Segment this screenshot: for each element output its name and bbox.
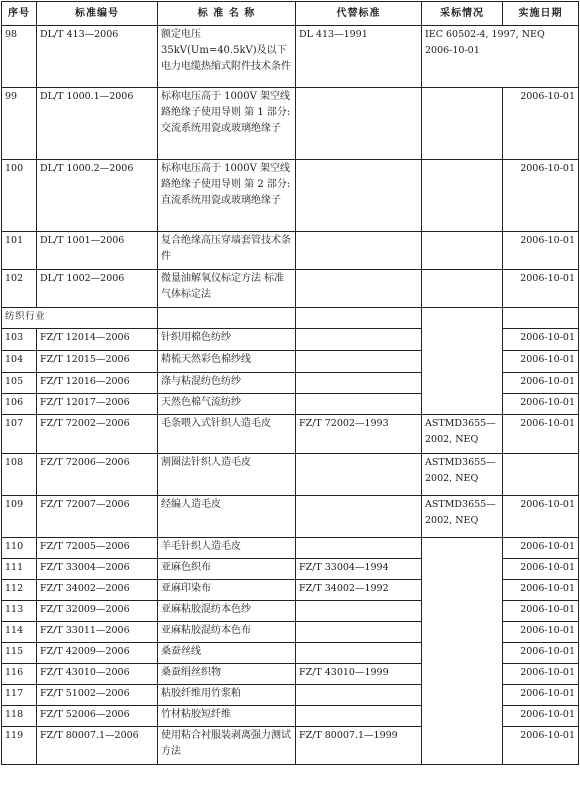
row-no: 108 <box>2 454 37 496</box>
table-row <box>2 232 579 270</box>
row-code: DL/T 1000.2—2006 <box>37 160 158 232</box>
row-date <box>503 454 579 496</box>
row-name: 桑蚕绢丝织物 <box>158 664 296 685</box>
row-name: 桑蚕丝线 <box>158 643 296 664</box>
row-code: DL/T 413—2006 <box>37 26 158 88</box>
row-adoption <box>422 160 503 232</box>
row-name: 亚麻印染布 <box>158 580 296 601</box>
row-date: 2006-10-01 <box>503 88 579 160</box>
row-no: 105 <box>2 373 37 394</box>
table-row <box>2 727 579 765</box>
row-name: 微量油解氧仪标定方法 标准气体标定法 <box>158 270 296 308</box>
table-row <box>2 664 579 685</box>
row-name: 额定电压 35kV(Um=40.5kV)及以下电力电缆热缩式附件技术条件 <box>158 26 296 88</box>
row-name: 标称电压高于 1000V 架空线路绝缘子使用导则 第 1 部分:交流系统用瓷或玻璃绝缘子 <box>158 88 296 160</box>
row-replaced <box>296 351 422 373</box>
table-row <box>2 601 579 622</box>
row-no: 102 <box>2 270 37 308</box>
row-adoption <box>422 270 503 308</box>
row-no: 117 <box>2 685 37 706</box>
row-date: 2006-10-01 <box>503 664 579 685</box>
row-name: 标称电压高于 1000V 架空线路绝缘子使用导则 第 2 部分:直流系统用瓷或玻璃绝缘子 <box>158 160 296 232</box>
row-name: 精梳天然彩色棉纱线 <box>158 351 296 373</box>
row-replaced <box>296 496 422 538</box>
row-date: 2006-10-01 <box>503 559 579 580</box>
table-row <box>2 706 579 727</box>
row-code: FZ/T 12014—2006 <box>37 329 158 351</box>
section-adoption-cell <box>422 308 503 329</box>
row-code: FZ/T 72002—2006 <box>37 415 158 454</box>
row-code: FZ/T 33011—2006 <box>37 622 158 643</box>
table-row <box>2 394 579 415</box>
row-code: FZ/T 12017—2006 <box>37 394 158 415</box>
row-date: 2006-10-01 <box>503 270 579 308</box>
row-adoption: IEC 60502-4, 1997, NEQ <box>425 29 545 40</box>
row-date: 2006-10-01 <box>503 329 579 351</box>
row-no: 118 <box>2 706 37 727</box>
row-adoption <box>422 351 503 373</box>
row-date: 2006-10-01 <box>503 415 579 454</box>
table-body <box>2 26 579 765</box>
row-date: 2006-10-01 <box>503 538 579 559</box>
row-replaced: FZ/T 72002—1993 <box>296 415 422 454</box>
table-row <box>2 415 579 454</box>
row-name: 经编人造毛皮 <box>158 496 296 538</box>
table-row <box>2 26 579 88</box>
row-code: FZ/T 51002—2006 <box>37 685 158 706</box>
section-label <box>2 308 158 329</box>
table-row <box>2 622 579 643</box>
row-replaced: FZ/T 80007.1—1999 <box>296 727 422 765</box>
row-adoption <box>422 394 503 415</box>
row-name: 毛条喂入式针织人造毛皮 <box>158 415 296 454</box>
header-code: 标准编号 <box>37 2 158 26</box>
row-date: 2006-10-01 <box>503 622 579 643</box>
header-adoption: 采标情况 <box>422 2 503 26</box>
row-code: FZ/T 72005—2006 <box>37 538 158 559</box>
row-code: FZ/T 12016—2006 <box>37 373 158 394</box>
row-date: 2006-10-01 <box>503 351 579 373</box>
section-replaced-cell <box>296 308 422 329</box>
row-date: 2006-10-01 <box>503 601 579 622</box>
row-adoption <box>422 232 503 270</box>
row-name: 使用粘合衬服装剥离强力测试方法 <box>158 727 296 765</box>
row-code: DL/T 1001—2006 <box>37 232 158 270</box>
row-adoption: ASTMD3655—2002, NEQ <box>422 496 503 538</box>
row-code: FZ/T 42009—2006 <box>37 643 158 664</box>
row-adoption <box>422 622 503 643</box>
row-no: 110 <box>2 538 37 559</box>
row-no: 100 <box>2 160 37 232</box>
row-replaced <box>296 88 422 160</box>
row-replaced <box>296 643 422 664</box>
row-adoption: ASTMD3655—2002, NEQ <box>422 415 503 454</box>
row-adoption <box>422 373 503 394</box>
row-date: 2006-10-01 <box>503 496 579 538</box>
row-no: 112 <box>2 580 37 601</box>
row-date: 2006-10-01 <box>503 727 579 765</box>
row-replaced <box>296 373 422 394</box>
row-code: FZ/T 72006—2006 <box>37 454 158 496</box>
row-no: 116 <box>2 664 37 685</box>
row-replaced <box>296 454 422 496</box>
row-replaced <box>296 270 422 308</box>
row-adoption <box>422 88 503 160</box>
row-name: 针织用棉色纺纱 <box>158 329 296 351</box>
row-date: 2006-10-01 <box>503 580 579 601</box>
row-name: 亚麻粘胶混纺本色纱 <box>158 601 296 622</box>
table-row <box>2 580 579 601</box>
row-no: 101 <box>2 232 37 270</box>
row-name: 涤与粘混纺色纺纱 <box>158 373 296 394</box>
row-no: 111 <box>2 559 37 580</box>
row-date: 2006-10-01 <box>503 160 579 232</box>
row-name: 亚麻粘胶混纺本色布 <box>158 622 296 643</box>
row-no: 106 <box>2 394 37 415</box>
row-adoption <box>422 601 503 622</box>
row-adoption <box>422 538 503 559</box>
header-replaced: 代替标准 <box>296 2 422 26</box>
row-code: FZ/T 80007.1—2006 <box>37 727 158 765</box>
row-code: FZ/T 52006—2006 <box>37 706 158 727</box>
row-adoption <box>422 706 503 727</box>
row-no: 99 <box>2 88 37 160</box>
row-replaced <box>296 706 422 727</box>
row-adoption <box>422 664 503 685</box>
row-replaced: FZ/T 43010—1999 <box>296 664 422 685</box>
row-replaced <box>296 232 422 270</box>
row-no: 98 <box>2 26 37 88</box>
row-name: 复合绝缘高压穿墙套管技术条件 <box>158 232 296 270</box>
row-date: 2006-10-01 <box>503 232 579 270</box>
section-title: 纺织行业 <box>5 311 46 322</box>
row-replaced <box>296 160 422 232</box>
table-row <box>2 88 579 160</box>
row-no: 119 <box>2 727 37 765</box>
row-date: 2006-10-01 <box>425 45 480 56</box>
header-implement: 实施日期 <box>503 2 579 26</box>
row-replaced <box>296 601 422 622</box>
row-name: 天然色棉气流纺纱 <box>158 394 296 415</box>
section-name-cell <box>158 308 296 329</box>
row-name: 竹材粘胶短纤维 <box>158 706 296 727</box>
row-adoption <box>422 685 503 706</box>
table-row <box>2 559 579 580</box>
row-code: FZ/T 33004—2006 <box>37 559 158 580</box>
table-row <box>2 643 579 664</box>
header-name: 标 准 名 称 <box>158 2 296 26</box>
table-row <box>2 496 579 538</box>
row-name: 割圈法针织人造毛皮 <box>158 454 296 496</box>
row-date: 2006-10-01 <box>503 685 579 706</box>
table-row <box>2 351 579 373</box>
row-name: 粘胶纤维用竹浆粕 <box>158 685 296 706</box>
row-date: 2006-10-01 <box>503 394 579 415</box>
row-code: DL/T 1002—2006 <box>37 270 158 308</box>
standards-table-container <box>1 1 578 788</box>
row-date: 2006-10-01 <box>503 706 579 727</box>
table-row <box>2 538 579 559</box>
table-row <box>2 329 579 351</box>
row-name: 亚麻色织布 <box>158 559 296 580</box>
row-no: 107 <box>2 415 37 454</box>
row-no: 104 <box>2 351 37 373</box>
row-replaced <box>296 622 422 643</box>
row-date: 2006-10-01 <box>503 643 579 664</box>
row-replaced: DL 413—1991 <box>296 26 422 88</box>
row-adoption-date <box>422 26 579 88</box>
table-row <box>2 160 579 232</box>
row-adoption <box>422 559 503 580</box>
standards-table <box>1 1 579 765</box>
row-no: 103 <box>2 329 37 351</box>
header-no: 序号 <box>2 2 37 26</box>
row-adoption <box>422 643 503 664</box>
row-replaced: FZ/T 34002—1992 <box>296 580 422 601</box>
table-row <box>2 270 579 308</box>
row-no: 115 <box>2 643 37 664</box>
section-date-cell <box>503 308 579 329</box>
row-no: 114 <box>2 622 37 643</box>
row-code: DL/T 1000.1—2006 <box>37 88 158 160</box>
row-no: 109 <box>2 496 37 538</box>
row-adoption: ASTMD3655—2002, NEQ <box>422 454 503 496</box>
row-adoption <box>422 580 503 601</box>
table-row <box>2 373 579 394</box>
row-no: 113 <box>2 601 37 622</box>
row-code: FZ/T 12015—2006 <box>37 351 158 373</box>
row-code: FZ/T 72007—2006 <box>37 496 158 538</box>
row-replaced: FZ/T 33004—1994 <box>296 559 422 580</box>
row-code: FZ/T 32009—2006 <box>37 601 158 622</box>
row-replaced <box>296 685 422 706</box>
row-replaced <box>296 329 422 351</box>
row-replaced <box>296 538 422 559</box>
row-adoption <box>422 727 503 765</box>
row-name: 羊毛针织人造毛皮 <box>158 538 296 559</box>
row-code: FZ/T 43010—2006 <box>37 664 158 685</box>
table-row <box>2 454 579 496</box>
row-replaced <box>296 394 422 415</box>
row-date: 2006-10-01 <box>503 373 579 394</box>
header-row <box>2 2 579 26</box>
table-row <box>2 685 579 706</box>
section-row <box>2 308 579 329</box>
row-code: FZ/T 34002—2006 <box>37 580 158 601</box>
row-adoption <box>422 329 503 351</box>
